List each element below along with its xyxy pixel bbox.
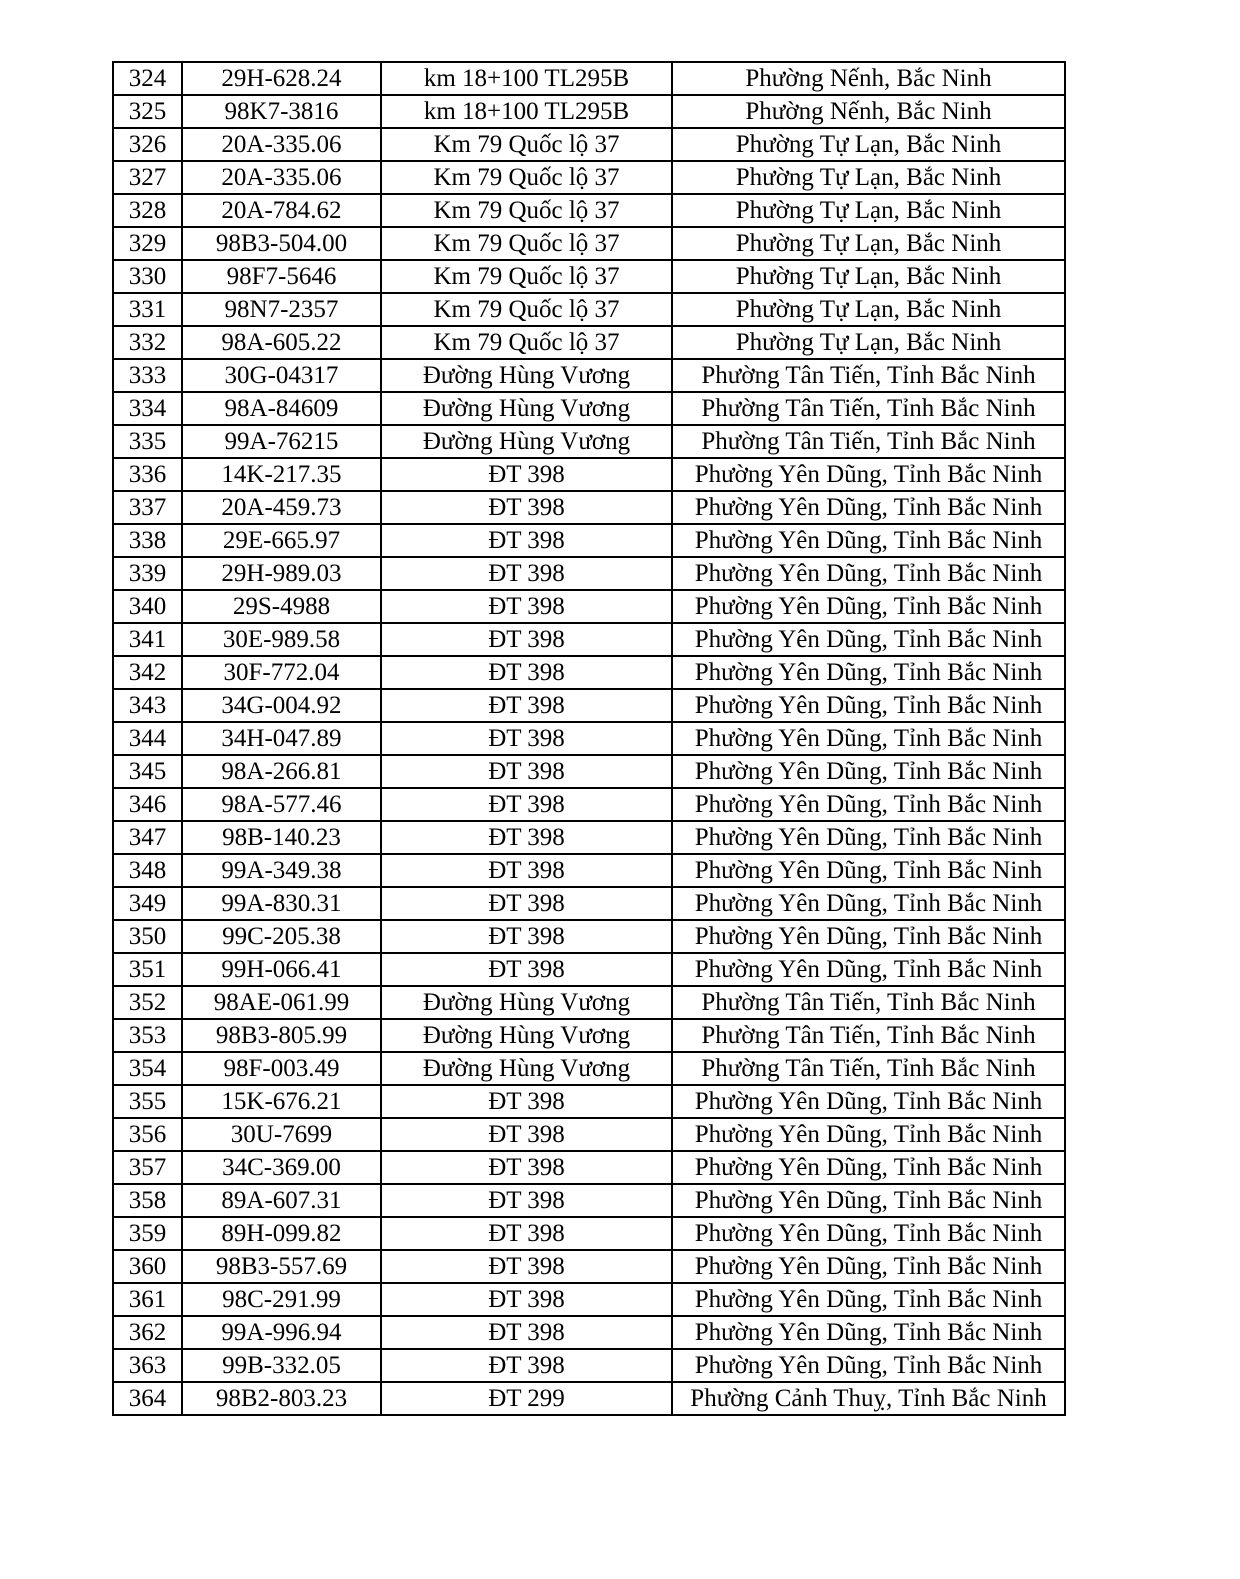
row-index-cell: 353 (113, 1019, 182, 1052)
row-index-cell: 333 (113, 359, 182, 392)
plate-number-cell: 20A-784.62 (182, 194, 381, 227)
row-index-cell: 338 (113, 524, 182, 557)
location-cell: ĐT 398 (381, 623, 672, 656)
table-row (113, 194, 1065, 227)
ward-cell: Phường Yên Dũng, Tỉnh Bắc Ninh (672, 821, 1065, 854)
table-row (113, 689, 1065, 722)
plate-number-cell: 99H-066.41 (182, 953, 381, 986)
plate-number-cell: 99A-76215 (182, 425, 381, 458)
plate-number-cell: 98A-605.22 (182, 326, 381, 359)
ward-cell: Phường Tân Tiến, Tỉnh Bắc Ninh (672, 986, 1065, 1019)
row-index-cell: 348 (113, 854, 182, 887)
table-row (113, 1349, 1065, 1382)
row-index-cell: 332 (113, 326, 182, 359)
table-row (113, 656, 1065, 689)
plate-number-cell: 30G-04317 (182, 359, 381, 392)
row-index-cell: 329 (113, 227, 182, 260)
plate-number-cell: 29S-4988 (182, 590, 381, 623)
ward-cell: Phường Yên Dũng, Tỉnh Bắc Ninh (672, 557, 1065, 590)
plate-number-cell: 98K7-3816 (182, 95, 381, 128)
location-cell: ĐT 398 (381, 1118, 672, 1151)
location-cell: Đường Hùng Vương (381, 425, 672, 458)
ward-cell: Phường Yên Dũng, Tỉnh Bắc Ninh (672, 1283, 1065, 1316)
table-row (113, 392, 1065, 425)
ward-cell: Phường Tự Lạn, Bắc Ninh (672, 227, 1065, 260)
ward-cell: Phường Tự Lạn, Bắc Ninh (672, 128, 1065, 161)
table-row (113, 821, 1065, 854)
table-row (113, 227, 1065, 260)
location-cell: km 18+100 TL295B (381, 95, 672, 128)
row-index-cell: 324 (113, 62, 182, 95)
ward-cell: Phường Yên Dũng, Tỉnh Bắc Ninh (672, 920, 1065, 953)
row-index-cell: 364 (113, 1382, 182, 1415)
plate-number-cell: 99B-332.05 (182, 1349, 381, 1382)
location-cell: ĐT 398 (381, 920, 672, 953)
table-row (113, 722, 1065, 755)
row-index-cell: 330 (113, 260, 182, 293)
ward-cell: Phường Nếnh, Bắc Ninh (672, 62, 1065, 95)
ward-cell: Phường Yên Dũng, Tỉnh Bắc Ninh (672, 1085, 1065, 1118)
row-index-cell: 362 (113, 1316, 182, 1349)
table-row (113, 557, 1065, 590)
location-cell: ĐT 398 (381, 590, 672, 623)
table-row (113, 62, 1065, 95)
plate-number-cell: 34C-369.00 (182, 1151, 381, 1184)
table-row (113, 161, 1065, 194)
location-cell: ĐT 398 (381, 524, 672, 557)
row-index-cell: 342 (113, 656, 182, 689)
table-row (113, 854, 1065, 887)
ward-cell: Phường Nếnh, Bắc Ninh (672, 95, 1065, 128)
plate-number-cell: 98A-84609 (182, 392, 381, 425)
row-index-cell: 354 (113, 1052, 182, 1085)
plate-number-cell: 89H-099.82 (182, 1217, 381, 1250)
location-cell: ĐT 398 (381, 1184, 672, 1217)
ward-cell: Phường Tự Lạn, Bắc Ninh (672, 194, 1065, 227)
ward-cell: Phường Yên Dũng, Tỉnh Bắc Ninh (672, 1184, 1065, 1217)
plate-number-cell: 98F7-5646 (182, 260, 381, 293)
ward-cell: Phường Yên Dũng, Tỉnh Bắc Ninh (672, 524, 1065, 557)
row-index-cell: 352 (113, 986, 182, 1019)
plate-number-cell: 98B3-805.99 (182, 1019, 381, 1052)
location-cell: ĐT 398 (381, 557, 672, 590)
ward-cell: Phường Cảnh Thuỵ, Tỉnh Bắc Ninh (672, 1382, 1065, 1415)
plate-number-cell: 89A-607.31 (182, 1184, 381, 1217)
table-row (113, 1151, 1065, 1184)
location-cell: ĐT 398 (381, 491, 672, 524)
table-row (113, 788, 1065, 821)
ward-cell: Phường Yên Dũng, Tỉnh Bắc Ninh (672, 722, 1065, 755)
ward-cell: Phường Tự Lạn, Bắc Ninh (672, 260, 1065, 293)
plate-number-cell: 29E-665.97 (182, 524, 381, 557)
plate-number-cell: 14K-217.35 (182, 458, 381, 491)
location-cell: Km 79 Quốc lộ 37 (381, 326, 672, 359)
table-row (113, 1217, 1065, 1250)
row-index-cell: 328 (113, 194, 182, 227)
table-row (113, 1184, 1065, 1217)
ward-cell: Phường Yên Dũng, Tỉnh Bắc Ninh (672, 1118, 1065, 1151)
ward-cell: Phường Tân Tiến, Tỉnh Bắc Ninh (672, 392, 1065, 425)
plate-number-cell: 98B-140.23 (182, 821, 381, 854)
plate-number-cell: 20A-459.73 (182, 491, 381, 524)
table-row (113, 1316, 1065, 1349)
plate-number-cell: 20A-335.06 (182, 128, 381, 161)
table-row (113, 425, 1065, 458)
ward-cell: Phường Yên Dũng, Tỉnh Bắc Ninh (672, 1151, 1065, 1184)
row-index-cell: 326 (113, 128, 182, 161)
ward-cell: Phường Tân Tiến, Tỉnh Bắc Ninh (672, 1052, 1065, 1085)
row-index-cell: 346 (113, 788, 182, 821)
row-index-cell: 325 (113, 95, 182, 128)
table-row (113, 1382, 1065, 1415)
ward-cell: Phường Yên Dũng, Tỉnh Bắc Ninh (672, 590, 1065, 623)
plate-number-cell: 99A-349.38 (182, 854, 381, 887)
plate-number-cell: 15K-676.21 (182, 1085, 381, 1118)
plate-number-cell: 29H-628.24 (182, 62, 381, 95)
plate-number-cell: 30F-772.04 (182, 656, 381, 689)
row-index-cell: 337 (113, 491, 182, 524)
table-row (113, 953, 1065, 986)
ward-cell: Phường Yên Dũng, Tỉnh Bắc Ninh (672, 953, 1065, 986)
location-cell: Đường Hùng Vương (381, 392, 672, 425)
row-index-cell: 341 (113, 623, 182, 656)
location-cell: ĐT 398 (381, 1283, 672, 1316)
ward-cell: Phường Yên Dũng, Tỉnh Bắc Ninh (672, 1217, 1065, 1250)
location-cell: Km 79 Quốc lộ 37 (381, 227, 672, 260)
ward-cell: Phường Yên Dũng, Tỉnh Bắc Ninh (672, 689, 1065, 722)
location-cell: ĐT 398 (381, 1217, 672, 1250)
plate-number-cell: 34H-047.89 (182, 722, 381, 755)
table-row (113, 1085, 1065, 1118)
location-cell: ĐT 398 (381, 821, 672, 854)
plate-number-cell: 98B3-504.00 (182, 227, 381, 260)
plate-number-cell: 98N7-2357 (182, 293, 381, 326)
table-row (113, 326, 1065, 359)
row-index-cell: 343 (113, 689, 182, 722)
location-cell: Đường Hùng Vương (381, 359, 672, 392)
location-cell: Km 79 Quốc lộ 37 (381, 161, 672, 194)
plate-number-cell: 98AE-061.99 (182, 986, 381, 1019)
row-index-cell: 336 (113, 458, 182, 491)
row-index-cell: 351 (113, 953, 182, 986)
ward-cell: Phường Yên Dũng, Tỉnh Bắc Ninh (672, 1316, 1065, 1349)
ward-cell: Phường Yên Dũng, Tỉnh Bắc Ninh (672, 458, 1065, 491)
ward-cell: Phường Yên Dũng, Tỉnh Bắc Ninh (672, 491, 1065, 524)
table-row (113, 986, 1065, 1019)
table-row (113, 458, 1065, 491)
table-row (113, 755, 1065, 788)
location-cell: ĐT 398 (381, 722, 672, 755)
violation-table (112, 61, 1066, 1416)
table-row (113, 1052, 1065, 1085)
location-cell: ĐT 398 (381, 755, 672, 788)
plate-number-cell: 99A-830.31 (182, 887, 381, 920)
location-cell: ĐT 398 (381, 1316, 672, 1349)
plate-number-cell: 30E-989.58 (182, 623, 381, 656)
table-row (113, 1283, 1065, 1316)
plate-number-cell: 98B3-557.69 (182, 1250, 381, 1283)
location-cell: Đường Hùng Vương (381, 986, 672, 1019)
table-row (113, 524, 1065, 557)
location-cell: Km 79 Quốc lộ 37 (381, 128, 672, 161)
location-cell: km 18+100 TL295B (381, 62, 672, 95)
row-index-cell: 339 (113, 557, 182, 590)
location-cell: Km 79 Quốc lộ 37 (381, 260, 672, 293)
ward-cell: Phường Tân Tiến, Tỉnh Bắc Ninh (672, 359, 1065, 392)
row-index-cell: 350 (113, 920, 182, 953)
table-row (113, 491, 1065, 524)
table-row (113, 260, 1065, 293)
table-row (113, 1118, 1065, 1151)
plate-number-cell: 98A-266.81 (182, 755, 381, 788)
row-index-cell: 344 (113, 722, 182, 755)
row-index-cell: 355 (113, 1085, 182, 1118)
location-cell: Đường Hùng Vương (381, 1019, 672, 1052)
ward-cell: Phường Yên Dũng, Tỉnh Bắc Ninh (672, 623, 1065, 656)
location-cell: Đường Hùng Vương (381, 1052, 672, 1085)
plate-number-cell: 34G-004.92 (182, 689, 381, 722)
table-row (113, 359, 1065, 392)
row-index-cell: 363 (113, 1349, 182, 1382)
location-cell: ĐT 398 (381, 788, 672, 821)
location-cell: ĐT 398 (381, 458, 672, 491)
location-cell: Km 79 Quốc lộ 37 (381, 293, 672, 326)
plate-number-cell: 30U-7699 (182, 1118, 381, 1151)
ward-cell: Phường Yên Dũng, Tỉnh Bắc Ninh (672, 788, 1065, 821)
ward-cell: Phường Tân Tiến, Tỉnh Bắc Ninh (672, 1019, 1065, 1052)
location-cell: ĐT 398 (381, 854, 672, 887)
plate-number-cell: 98A-577.46 (182, 788, 381, 821)
plate-number-cell: 98F-003.49 (182, 1052, 381, 1085)
row-index-cell: 356 (113, 1118, 182, 1151)
plate-number-cell: 99C-205.38 (182, 920, 381, 953)
table-row (113, 590, 1065, 623)
ward-cell: Phường Tự Lạn, Bắc Ninh (672, 326, 1065, 359)
row-index-cell: 347 (113, 821, 182, 854)
location-cell: ĐT 398 (381, 689, 672, 722)
location-cell: ĐT 398 (381, 887, 672, 920)
table-row (113, 887, 1065, 920)
plate-number-cell: 29H-989.03 (182, 557, 381, 590)
row-index-cell: 361 (113, 1283, 182, 1316)
location-cell: ĐT 398 (381, 1349, 672, 1382)
ward-cell: Phường Tự Lạn, Bắc Ninh (672, 293, 1065, 326)
table-row (113, 1250, 1065, 1283)
row-index-cell: 327 (113, 161, 182, 194)
row-index-cell: 359 (113, 1217, 182, 1250)
ward-cell: Phường Yên Dũng, Tỉnh Bắc Ninh (672, 854, 1065, 887)
ward-cell: Phường Yên Dũng, Tỉnh Bắc Ninh (672, 755, 1065, 788)
ward-cell: Phường Yên Dũng, Tỉnh Bắc Ninh (672, 656, 1065, 689)
ward-cell: Phường Yên Dũng, Tỉnh Bắc Ninh (672, 1250, 1065, 1283)
row-index-cell: 357 (113, 1151, 182, 1184)
row-index-cell: 335 (113, 425, 182, 458)
ward-cell: Phường Tự Lạn, Bắc Ninh (672, 161, 1065, 194)
location-cell: ĐT 398 (381, 1085, 672, 1118)
row-index-cell: 349 (113, 887, 182, 920)
location-cell: ĐT 299 (381, 1382, 672, 1415)
plate-number-cell: 98B2-803.23 (182, 1382, 381, 1415)
location-cell: ĐT 398 (381, 1151, 672, 1184)
table-row (113, 920, 1065, 953)
location-cell: ĐT 398 (381, 953, 672, 986)
plate-number-cell: 99A-996.94 (182, 1316, 381, 1349)
row-index-cell: 358 (113, 1184, 182, 1217)
row-index-cell: 334 (113, 392, 182, 425)
location-cell: Km 79 Quốc lộ 37 (381, 194, 672, 227)
location-cell: ĐT 398 (381, 1250, 672, 1283)
table-row (113, 293, 1065, 326)
table-body (113, 62, 1065, 1415)
plate-number-cell: 98C-291.99 (182, 1283, 381, 1316)
row-index-cell: 331 (113, 293, 182, 326)
plate-number-cell: 20A-335.06 (182, 161, 381, 194)
table-row (113, 1019, 1065, 1052)
ward-cell: Phường Yên Dũng, Tỉnh Bắc Ninh (672, 887, 1065, 920)
row-index-cell: 360 (113, 1250, 182, 1283)
location-cell: ĐT 398 (381, 656, 672, 689)
ward-cell: Phường Tân Tiến, Tỉnh Bắc Ninh (672, 425, 1065, 458)
table-row (113, 128, 1065, 161)
row-index-cell: 345 (113, 755, 182, 788)
table-row (113, 95, 1065, 128)
row-index-cell: 340 (113, 590, 182, 623)
ward-cell: Phường Yên Dũng, Tỉnh Bắc Ninh (672, 1349, 1065, 1382)
table-row (113, 623, 1065, 656)
